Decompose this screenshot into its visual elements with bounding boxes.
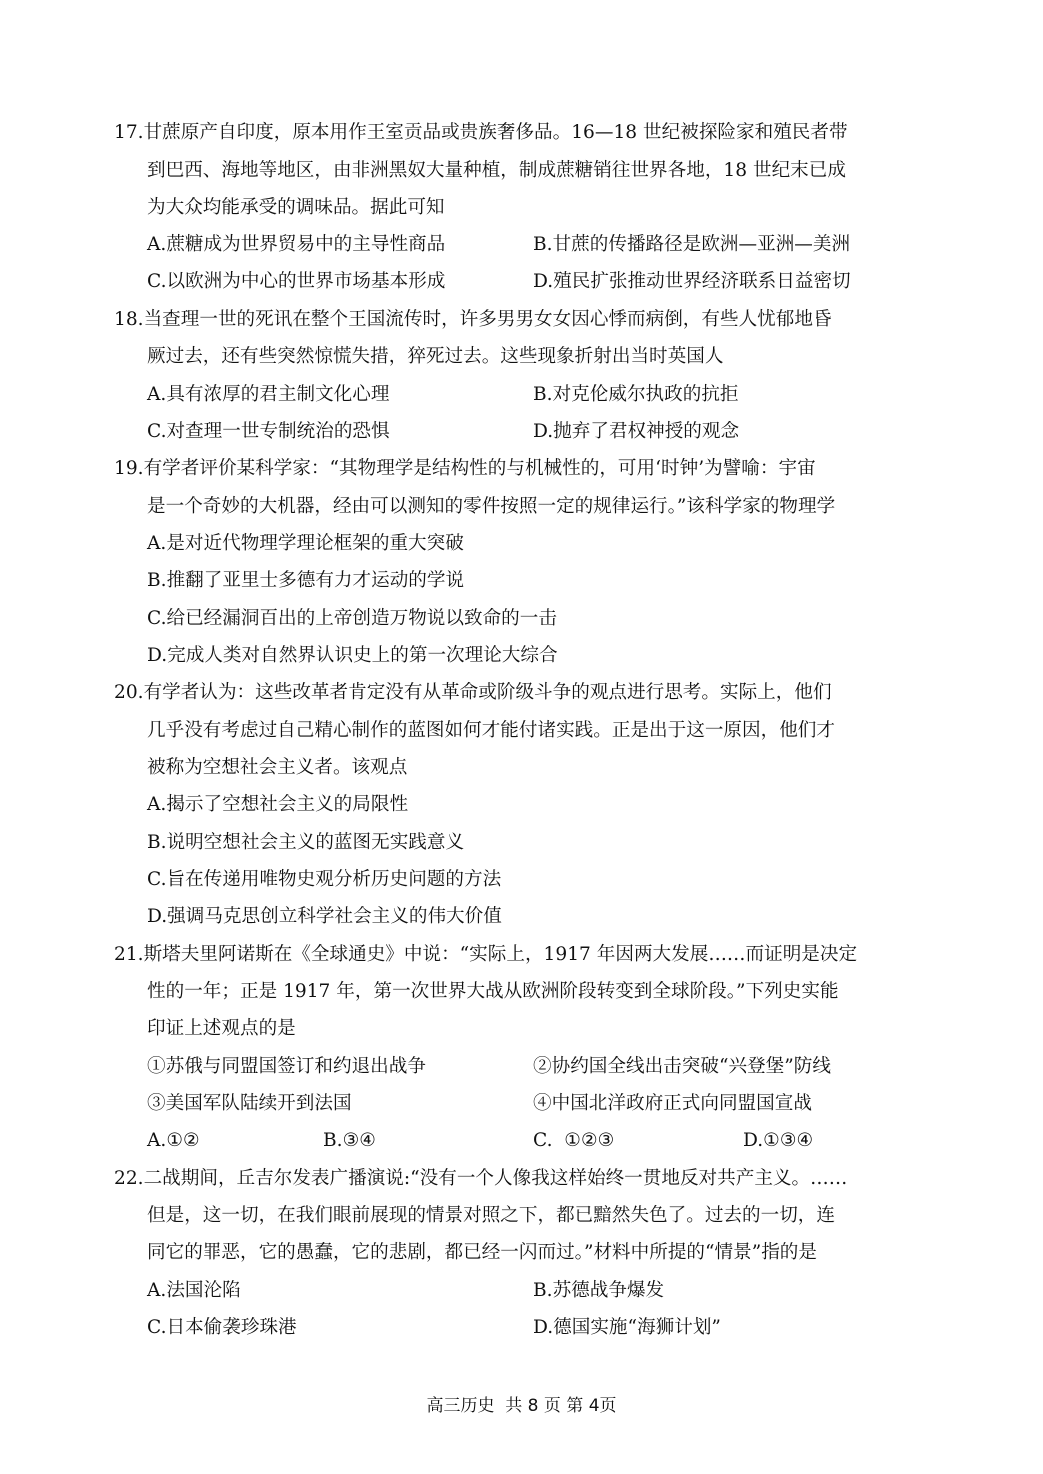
question-22-stem-line-2: 但是，这一切，在我们眼前展现的情景对照之下，都已黯然失色了。过去的一切，连 [147, 1205, 835, 1226]
question-22-stem-line-3: 同它的罪恶，它的愚蠢，它的悲剧，都已经一闪而过。”材料中所提的“情景”指的是 [147, 1242, 817, 1263]
question-20-stem-line-2: 几乎没有考虑过自己精心制作的蓝图如何才能付诸实践。正是出于这一原因，他们才 [147, 720, 835, 741]
question-22-option-a: A.法国沦陷 [147, 1280, 241, 1301]
question-18-stem-line-2: 厥过去，还有些突然惊慌失措，猝死过去。这些现象折射出当时英国人 [147, 346, 724, 367]
question-19-option-c: C.给已经漏洞百出的上帝创造万物说以致命的一击 [147, 608, 557, 629]
question-21-stem-line-1: 21.斯塔夫里阿诺斯在《全球通史》中说：“实际上，1917 年因两大发展……而证明是决定 [114, 944, 858, 965]
question-17-option-a: A.蔗糖成为世界贸易中的主导性商品 [147, 234, 446, 255]
question-17-stem-line-2: 到巴西、海地等地区，由非洲黑奴大量种植，制成蔗糖销往世界各地，18 世纪末已成 [147, 160, 846, 181]
question-17-option-b: B.甘蔗的传播路径是欧洲—亚洲—美洲 [533, 234, 851, 255]
question-17-option-c: C.以欧洲为中心的世界市场基本形成 [147, 271, 446, 292]
question-19-option-d: D.完成人类对自然界认识史上的第一次理论大综合 [147, 645, 558, 666]
question-19-stem-line-1: 19.有学者评价某科学家：“其物理学是结构性的与机械性的，可用‘时钟’为譬喻：宇宙 [114, 458, 816, 479]
question-18-option-c: C.对查理一世专制统治的恐惧 [147, 421, 390, 442]
question-22-stem-line-1: 22.二战期间，丘吉尔发表广播演说:“没有一个人像我这样始终一贯地反对共产主义。…… [114, 1168, 848, 1189]
question-20-option-d: D.强调马克思创立科学社会主义的伟大价值 [147, 906, 502, 927]
question-18-option-d: D.抛弃了君权神授的观念 [533, 421, 740, 442]
page-footer: 高三历史 共 8 页 第 4页 [426, 1396, 617, 1416]
question-19-option-a: A.是对近代物理学理论框架的重大突破 [147, 533, 464, 554]
question-21-item-4: ④中国北洋政府正式向同盟国宣战 [533, 1093, 812, 1114]
question-21-stem-line-3: 印证上述观点的是 [147, 1018, 296, 1039]
question-17-option-d: D.殖民扩张推动世界经济联系日益密切 [533, 271, 851, 292]
question-21-stem-line-2: 性的一年；正是 1917 年，第一次世界大战从欧洲阶段转变到全球阶段。”下列史实能 [147, 981, 839, 1002]
question-20-stem-line-1: 20.有学者认为：这些改革者肯定没有从革命或阶级斗争的观点进行思考。实际上，他们 [114, 682, 832, 703]
question-19-stem-line-2: 是一个奇妙的大机器，经由可以测知的零件按照一定的规律运行。”该科学家的物理学 [147, 496, 836, 517]
question-18-stem-line-1: 18.当查理一世的死讯在整个王国流传时，许多男男女女因心悸而病倒，有些人忧郁地昏 [114, 309, 832, 330]
question-17-stem-line-3: 为大众均能承受的调味品。据此可知 [147, 197, 445, 218]
question-21-option-d: D.①③④ [743, 1130, 814, 1151]
question-20-option-a: A.揭示了空想社会主义的局限性 [147, 794, 409, 815]
question-21-item-2: ②协约国全线出击突破“兴登堡”防线 [533, 1056, 831, 1077]
question-20-stem-line-3: 被称为空想社会主义者。该观点 [147, 757, 408, 778]
question-18-option-b: B.对克伦威尔执政的抗拒 [533, 384, 739, 405]
question-18-option-a: A.具有浓厚的君主制文化心理 [147, 384, 390, 405]
question-22-option-d: D.德国实施“海狮计划” [533, 1317, 721, 1338]
question-21-option-c: C. ①②③ [533, 1130, 615, 1151]
question-20-option-b: B.说明空想社会主义的蓝图无实践意义 [147, 832, 465, 853]
question-19-option-b: B.推翻了亚里士多德有力才运动的学说 [147, 570, 465, 591]
question-21-item-3: ③美国军队陆续开到法国 [147, 1093, 352, 1114]
question-22-option-b: B.苏德战争爆发 [533, 1280, 665, 1301]
question-21-option-a: A.①② [147, 1130, 200, 1151]
question-17-stem-line-1: 17.甘蔗原产自印度，原本用作王室贡品或贵族奢侈品。16—18 世纪被探险家和殖民者带 [114, 122, 848, 143]
question-20-option-c: C.旨在传递用唯物史观分析历史问题的方法 [147, 869, 502, 890]
question-21-option-b: B.③④ [323, 1130, 376, 1151]
question-21-item-1: ①苏俄与同盟国签订和约退出战争 [147, 1056, 426, 1077]
question-22-option-c: C.日本偷袭珍珠港 [147, 1317, 297, 1338]
